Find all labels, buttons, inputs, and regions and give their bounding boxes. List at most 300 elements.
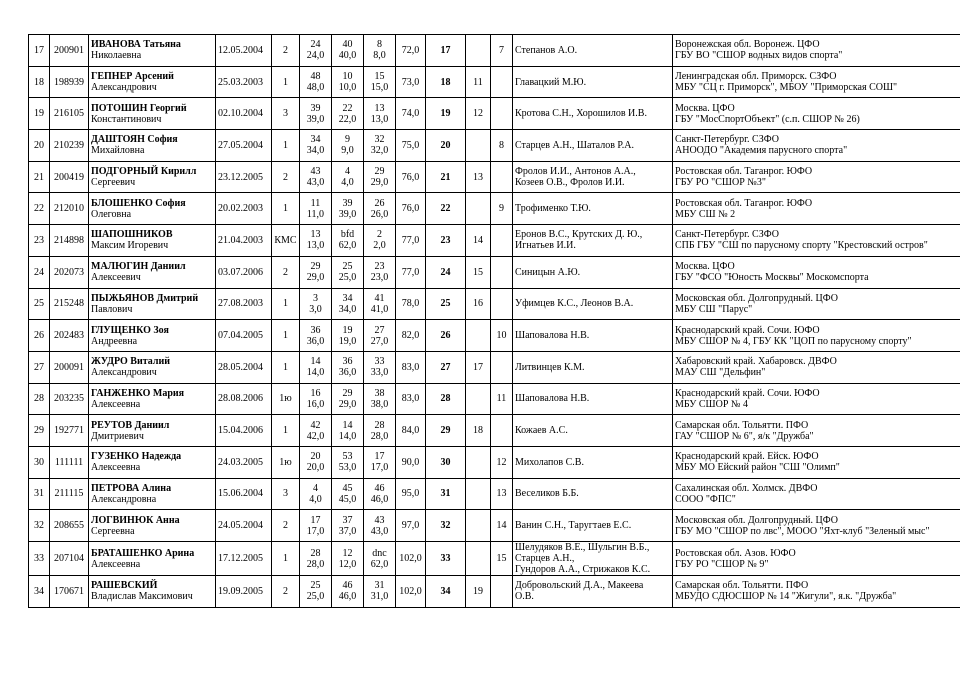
region-organization: [673, 576, 960, 608]
group-place-a: [466, 542, 491, 576]
athlete-given-names: Константинович: [91, 113, 162, 125]
race-1-points: 4,0: [309, 493, 322, 505]
race-2-result: [332, 351, 364, 383]
race-3-result: [364, 98, 396, 130]
row-number: 20: [29, 130, 50, 162]
group-place-a: [466, 510, 491, 542]
race-3-points: 17,0: [370, 462, 389, 474]
athlete-given-names: Михайловна: [91, 145, 145, 157]
athlete-name: [89, 256, 216, 288]
race-2-points: 36,0: [338, 367, 357, 379]
race-2-points: 29,0: [338, 398, 357, 410]
coach: [513, 288, 673, 320]
region-line: МАУ СШ "Дельфин": [675, 367, 766, 379]
overall-place: 30: [426, 446, 466, 478]
athlete-name: [89, 66, 216, 98]
sport-rank: 3: [272, 98, 300, 130]
athlete-surname: ИВАНОВА Татьяна: [91, 39, 181, 51]
region-line: Сахалинская обл. Холмск. ДВФО: [675, 482, 818, 494]
sport-rank: 1: [272, 130, 300, 162]
race-3-result: [364, 446, 396, 478]
coach-line: Еронов В.С., Крутских Д. Ю.,: [515, 229, 643, 241]
race-1-points: 13,0: [306, 240, 325, 252]
race-3-place: 29: [374, 166, 385, 178]
race-2-points: 37,0: [338, 525, 357, 537]
table-row: [29, 35, 960, 67]
group-place-b: [491, 351, 513, 383]
race-1-place: 16: [310, 387, 321, 399]
athlete-name: [89, 98, 216, 130]
group-place-a: [466, 446, 491, 478]
region-organization: [673, 510, 960, 542]
coach: [513, 351, 673, 383]
overall-place: 32: [426, 510, 466, 542]
overall-place: 34: [426, 576, 466, 608]
athlete-surname: МАЛЮГИН Даниил: [91, 261, 186, 273]
athlete-given-names: Дмитриевич: [91, 430, 144, 442]
group-place-b: [491, 98, 513, 130]
race-3-result: [364, 320, 396, 352]
race-3-result: [364, 193, 396, 225]
coach-line: Кожаев А.С.: [515, 425, 568, 437]
race-3-points: 27,0: [370, 335, 389, 347]
coach-line: Шелудяков В.Е., Шульгин В.Б.,: [515, 542, 650, 553]
coach-line: Михолапов С.В.: [515, 456, 584, 468]
net-points: 76,0: [396, 161, 426, 193]
coach: [513, 446, 673, 478]
coach: [513, 161, 673, 193]
birth-date: 12.05.2004: [216, 35, 272, 67]
row-number: 24: [29, 256, 50, 288]
row-number: 25: [29, 288, 50, 320]
race-3-place: 2: [377, 229, 382, 241]
group-place-b: 13: [491, 478, 513, 510]
race-3-place: 43: [374, 514, 385, 526]
race-3-points: 8,0: [373, 50, 386, 62]
race-2-points: 46,0: [338, 591, 357, 603]
net-points: 77,0: [396, 225, 426, 257]
race-1-result: [300, 542, 332, 576]
table-row: [29, 225, 960, 257]
race-1-place: 11: [310, 197, 321, 209]
sport-rank: 1ю: [272, 446, 300, 478]
region-organization: [673, 66, 960, 98]
athlete-surname: БРАТАШЕНКО Арина: [91, 547, 195, 559]
race-2-points: 25,0: [338, 272, 357, 284]
coach-line: Игнатьев И.И.: [515, 240, 576, 252]
sport-rank: 1: [272, 193, 300, 225]
group-place-a: 14: [466, 225, 491, 257]
athlete-surname: ЛОГВИНЮК Анна: [91, 514, 180, 526]
birth-date: 07.04.2005: [216, 320, 272, 352]
group-place-a: 15: [466, 256, 491, 288]
row-number: 28: [29, 383, 50, 415]
region-organization: [673, 320, 960, 352]
race-3-place: 28: [374, 419, 385, 431]
race-2-result: [332, 130, 364, 162]
net-points: 83,0: [396, 351, 426, 383]
region-line: Москва. ЦФО: [675, 102, 735, 114]
sail-number: 208655: [50, 510, 89, 542]
race-1-result: [300, 225, 332, 257]
race-1-points: 48,0: [306, 82, 325, 94]
coach-line: Литвинцев К.М.: [515, 361, 585, 373]
athlete-given-names: Андреевна: [91, 335, 138, 347]
race-1-place: 29: [310, 261, 321, 273]
race-1-result: [300, 415, 332, 447]
overall-place: 26: [426, 320, 466, 352]
race-1-place: 42: [310, 419, 321, 431]
race-3-result: [364, 415, 396, 447]
sport-rank: 1: [272, 320, 300, 352]
region-line: Хабаровский край. Хабаровск. ДВФО: [675, 356, 837, 368]
coach-line: Старцев А.Н., Шаталов Р.А.: [515, 139, 634, 151]
row-number: 34: [29, 576, 50, 608]
group-place-a: 19: [466, 576, 491, 608]
race-1-place: 17: [310, 514, 321, 526]
table-row: [29, 130, 960, 162]
coach: [513, 66, 673, 98]
group-place-b: 14: [491, 510, 513, 542]
race-2-place: 9: [345, 134, 350, 146]
row-number: 29: [29, 415, 50, 447]
race-1-place: 28: [310, 547, 321, 559]
athlete-surname: РЕУТОВ Даниил: [91, 419, 170, 431]
coach: [513, 193, 673, 225]
athlete-given-names: Алексеевич: [91, 272, 141, 284]
birth-date: 20.02.2003: [216, 193, 272, 225]
race-2-place: 29: [342, 387, 353, 399]
race-2-place: 36: [342, 356, 353, 368]
race-2-place: 40: [342, 39, 353, 51]
region-line: Московская обл. Долгопрудный. ЦФО: [675, 514, 838, 526]
sail-number: 200091: [50, 351, 89, 383]
coach: [513, 256, 673, 288]
net-points: 78,0: [396, 288, 426, 320]
coach-line: Трофименко Т.Ю.: [515, 203, 591, 215]
table-row: [29, 161, 960, 193]
coach: [513, 130, 673, 162]
athlete-surname: РАШЕВСКИЙ: [91, 580, 158, 592]
group-place-b: [491, 576, 513, 608]
group-place-b: 9: [491, 193, 513, 225]
athlete-surname: ГЕПНЕР Арсений: [91, 71, 174, 83]
birth-date: 17.12.2005: [216, 542, 272, 576]
race-3-place: 15: [374, 71, 385, 83]
race-2-place: 19: [342, 324, 353, 336]
group-place-b: 15: [491, 542, 513, 576]
race-2-result: [332, 193, 364, 225]
athlete-name: [89, 130, 216, 162]
race-2-result: [332, 542, 364, 576]
race-1-result: [300, 576, 332, 608]
coach-line: Синицын А.Ю.: [515, 266, 581, 278]
birth-date: 23.12.2005: [216, 161, 272, 193]
race-1-place: 20: [310, 451, 321, 463]
sail-number: 111111: [50, 446, 89, 478]
overall-place: 22: [426, 193, 466, 225]
coach-line: О.В.: [515, 591, 534, 603]
coach-line: Степанов А.О.: [515, 44, 578, 56]
race-1-place: 39: [310, 102, 321, 114]
athlete-given-names: Николаевна: [91, 50, 142, 62]
race-3-place: 13: [374, 102, 385, 114]
group-place-a: [466, 130, 491, 162]
race-2-place: bfd: [340, 229, 355, 241]
row-number: 19: [29, 98, 50, 130]
race-3-points: 23,0: [370, 272, 389, 284]
race-1-points: 17,0: [306, 525, 325, 537]
region-line: ГБУ РО "СШОР №3": [675, 177, 766, 189]
race-1-points: 14,0: [306, 367, 325, 379]
row-number: 17: [29, 35, 50, 67]
race-2-points: 19,0: [338, 335, 357, 347]
sport-rank: 2: [272, 161, 300, 193]
row-number: 27: [29, 351, 50, 383]
race-2-points: 10,0: [338, 82, 357, 94]
coach: [513, 383, 673, 415]
race-1-place: 48: [310, 71, 321, 83]
race-3-place: 26: [374, 197, 385, 209]
group-place-a: [466, 35, 491, 67]
net-points: 83,0: [396, 383, 426, 415]
race-3-result: [364, 35, 396, 67]
group-place-b: [491, 256, 513, 288]
race-2-place: 34: [342, 292, 353, 304]
birth-date: 28.05.2004: [216, 351, 272, 383]
overall-place: 28: [426, 383, 466, 415]
net-points: 102,0: [396, 542, 426, 576]
coach: [513, 35, 673, 67]
net-points: 82,0: [396, 320, 426, 352]
athlete-name: [89, 478, 216, 510]
athlete-name: [89, 193, 216, 225]
coach-line: Гундоров А.А., Стрижаков К.С.: [515, 564, 651, 575]
race-1-points: 28,0: [306, 558, 325, 570]
results-table: [28, 34, 960, 608]
coach: [513, 478, 673, 510]
race-1-result: [300, 35, 332, 67]
net-points: 77,0: [396, 256, 426, 288]
race-3-place: 46: [374, 482, 385, 494]
race-3-place: 33: [374, 356, 385, 368]
region-organization: [673, 130, 960, 162]
race-2-points: 12,0: [338, 558, 357, 570]
race-3-points: 38,0: [370, 398, 389, 410]
birth-date: 24.03.2005: [216, 446, 272, 478]
table-row: [29, 576, 960, 608]
birth-date: 15.06.2004: [216, 478, 272, 510]
race-1-place: 25: [310, 580, 321, 592]
sport-rank: 2: [272, 510, 300, 542]
coach-line: Старцев А.Н.,: [515, 553, 575, 564]
sail-number: 202483: [50, 320, 89, 352]
race-3-place: 17: [374, 451, 385, 463]
race-2-place: 4: [345, 166, 350, 178]
group-place-a: 12: [466, 98, 491, 130]
group-place-b: 7: [491, 35, 513, 67]
overall-place: 17: [426, 35, 466, 67]
race-3-place: 38: [374, 387, 385, 399]
birth-date: 21.04.2003: [216, 225, 272, 257]
sport-rank: 1: [272, 351, 300, 383]
sport-rank: 1: [272, 415, 300, 447]
race-2-place: 46: [342, 580, 353, 592]
race-3-result: [364, 130, 396, 162]
coach: [513, 320, 673, 352]
region-line: СПБ ГБУ "СШ по парусному спорту "Крестовский остров": [675, 240, 928, 252]
table-row: [29, 510, 960, 542]
overall-place: 23: [426, 225, 466, 257]
race-3-points: 2,0: [373, 240, 386, 252]
race-2-result: [332, 383, 364, 415]
region-line: МБУ СШОР № 4: [675, 398, 748, 410]
race-3-points: 29,0: [370, 177, 389, 189]
row-number: 31: [29, 478, 50, 510]
region-line: Воронежская обл. Воронеж. ЦФО: [675, 39, 820, 51]
net-points: 72,0: [396, 35, 426, 67]
region-organization: [673, 478, 960, 510]
net-points: 74,0: [396, 98, 426, 130]
race-2-result: [332, 288, 364, 320]
region-organization: [673, 98, 960, 130]
athlete-name: [89, 288, 216, 320]
sport-rank: 2: [272, 256, 300, 288]
race-2-result: [332, 256, 364, 288]
athlete-surname: ПЕТРОВА Алина: [91, 482, 172, 494]
overall-place: 33: [426, 542, 466, 576]
group-place-b: [491, 288, 513, 320]
birth-date: 27.08.2003: [216, 288, 272, 320]
coach: [513, 510, 673, 542]
race-3-place: 41: [374, 292, 385, 304]
table-row: [29, 383, 960, 415]
birth-date: 28.08.2006: [216, 383, 272, 415]
coach: [513, 98, 673, 130]
region-line: ГБУ "ФСО "Юность Москвы" Москомспорта: [675, 272, 869, 284]
region-line: Самарская обл. Тольятти. ПФО: [675, 419, 809, 431]
race-3-points: 28,0: [370, 430, 389, 442]
race-1-place: 36: [310, 324, 321, 336]
race-2-result: [332, 161, 364, 193]
sail-number: 192771: [50, 415, 89, 447]
region-organization: [673, 161, 960, 193]
race-2-place: 53: [342, 451, 353, 463]
row-number: 33: [29, 542, 50, 576]
athlete-given-names: Сергеевич: [91, 177, 136, 189]
race-1-place: 14: [310, 356, 321, 368]
sail-number: 212010: [50, 193, 89, 225]
birth-date: 27.05.2004: [216, 130, 272, 162]
race-1-points: 39,0: [306, 113, 325, 125]
race-3-points: 62,0: [370, 558, 389, 570]
race-2-result: [332, 98, 364, 130]
athlete-surname: ГЛУЩЕНКО Зоя: [91, 324, 169, 336]
coach-line: Шаповалова Н.В.: [515, 330, 590, 342]
region-line: ГБУ "МосСпортОбъект" (с.п. СШОР № 26): [675, 113, 860, 125]
sail-number: 198939: [50, 66, 89, 98]
race-1-points: 16,0: [306, 398, 325, 410]
sail-number: 207104: [50, 542, 89, 576]
coach-line: Ванин С.Н., Таругтаев Е.С.: [515, 520, 632, 532]
athlete-surname: ПОДГОРНЫЙ Кирилл: [91, 166, 197, 178]
race-2-points: 9,0: [341, 145, 354, 157]
region-line: Краснодарский край. Сочи. ЮФО: [675, 324, 820, 336]
race-3-place: 8: [377, 39, 382, 51]
overall-place: 24: [426, 256, 466, 288]
race-2-result: [332, 66, 364, 98]
athlete-surname: ГУЗЕНКО Надежда: [91, 451, 182, 463]
athlete-given-names: Александровна: [91, 493, 157, 505]
race-1-points: 29,0: [306, 272, 325, 284]
race-2-points: 53,0: [338, 462, 357, 474]
race-3-points: 15,0: [370, 82, 389, 94]
sail-number: 202073: [50, 256, 89, 288]
group-place-b: [491, 225, 513, 257]
athlete-given-names: Павлович: [91, 303, 133, 315]
race-2-points: 39,0: [338, 208, 357, 220]
coach-line: Кротова С.Н., Хорошилов И.В.: [515, 108, 647, 120]
group-place-b: [491, 66, 513, 98]
region-line: МБУ СШОР № 4, ГБУ КК "ЦОП по парусному спорту": [675, 335, 912, 347]
race-2-result: [332, 478, 364, 510]
table-row: [29, 542, 960, 576]
race-1-place: 34: [310, 134, 321, 146]
region-line: ГБУ МО "СШОР по лвс", МООО "Яхт-клуб "Зеленый мыс": [675, 525, 930, 537]
race-3-points: 26,0: [370, 208, 389, 220]
race-1-result: [300, 256, 332, 288]
sail-number: 210239: [50, 130, 89, 162]
race-1-result: [300, 130, 332, 162]
athlete-name: [89, 161, 216, 193]
region-line: Ростовская обл. Таганрог. ЮФО: [675, 197, 813, 209]
race-1-result: [300, 98, 332, 130]
athlete-given-names: Олеговна: [91, 208, 132, 220]
group-place-b: 11: [491, 383, 513, 415]
race-3-points: 46,0: [370, 493, 389, 505]
athlete-name: [89, 35, 216, 67]
race-1-place: 24: [310, 39, 321, 51]
coach: [513, 542, 673, 576]
race-3-points: 13,0: [370, 113, 389, 125]
overall-place: 20: [426, 130, 466, 162]
region-line: МБУ МО Ейский район "СШ "Олимп": [675, 462, 840, 474]
race-3-place: 31: [374, 580, 385, 592]
row-number: 21: [29, 161, 50, 193]
table-row: [29, 446, 960, 478]
athlete-surname: ЖУДРО Виталий: [91, 356, 170, 368]
region-organization: [673, 35, 960, 67]
overall-place: 21: [426, 161, 466, 193]
race-2-place: 45: [342, 482, 353, 494]
race-1-result: [300, 288, 332, 320]
race-3-result: [364, 351, 396, 383]
table-row: [29, 351, 960, 383]
group-place-a: 18: [466, 415, 491, 447]
athlete-name: [89, 320, 216, 352]
net-points: 75,0: [396, 130, 426, 162]
athlete-given-names: Александрович: [91, 367, 157, 379]
region-organization: [673, 446, 960, 478]
race-2-result: [332, 320, 364, 352]
race-3-result: [364, 256, 396, 288]
sport-rank: 1ю: [272, 383, 300, 415]
race-2-place: 12: [342, 547, 353, 559]
net-points: 73,0: [396, 66, 426, 98]
race-3-points: 43,0: [370, 525, 389, 537]
group-place-a: 11: [466, 66, 491, 98]
coach-line: Добровольский Д.А., Макеева: [515, 580, 644, 592]
